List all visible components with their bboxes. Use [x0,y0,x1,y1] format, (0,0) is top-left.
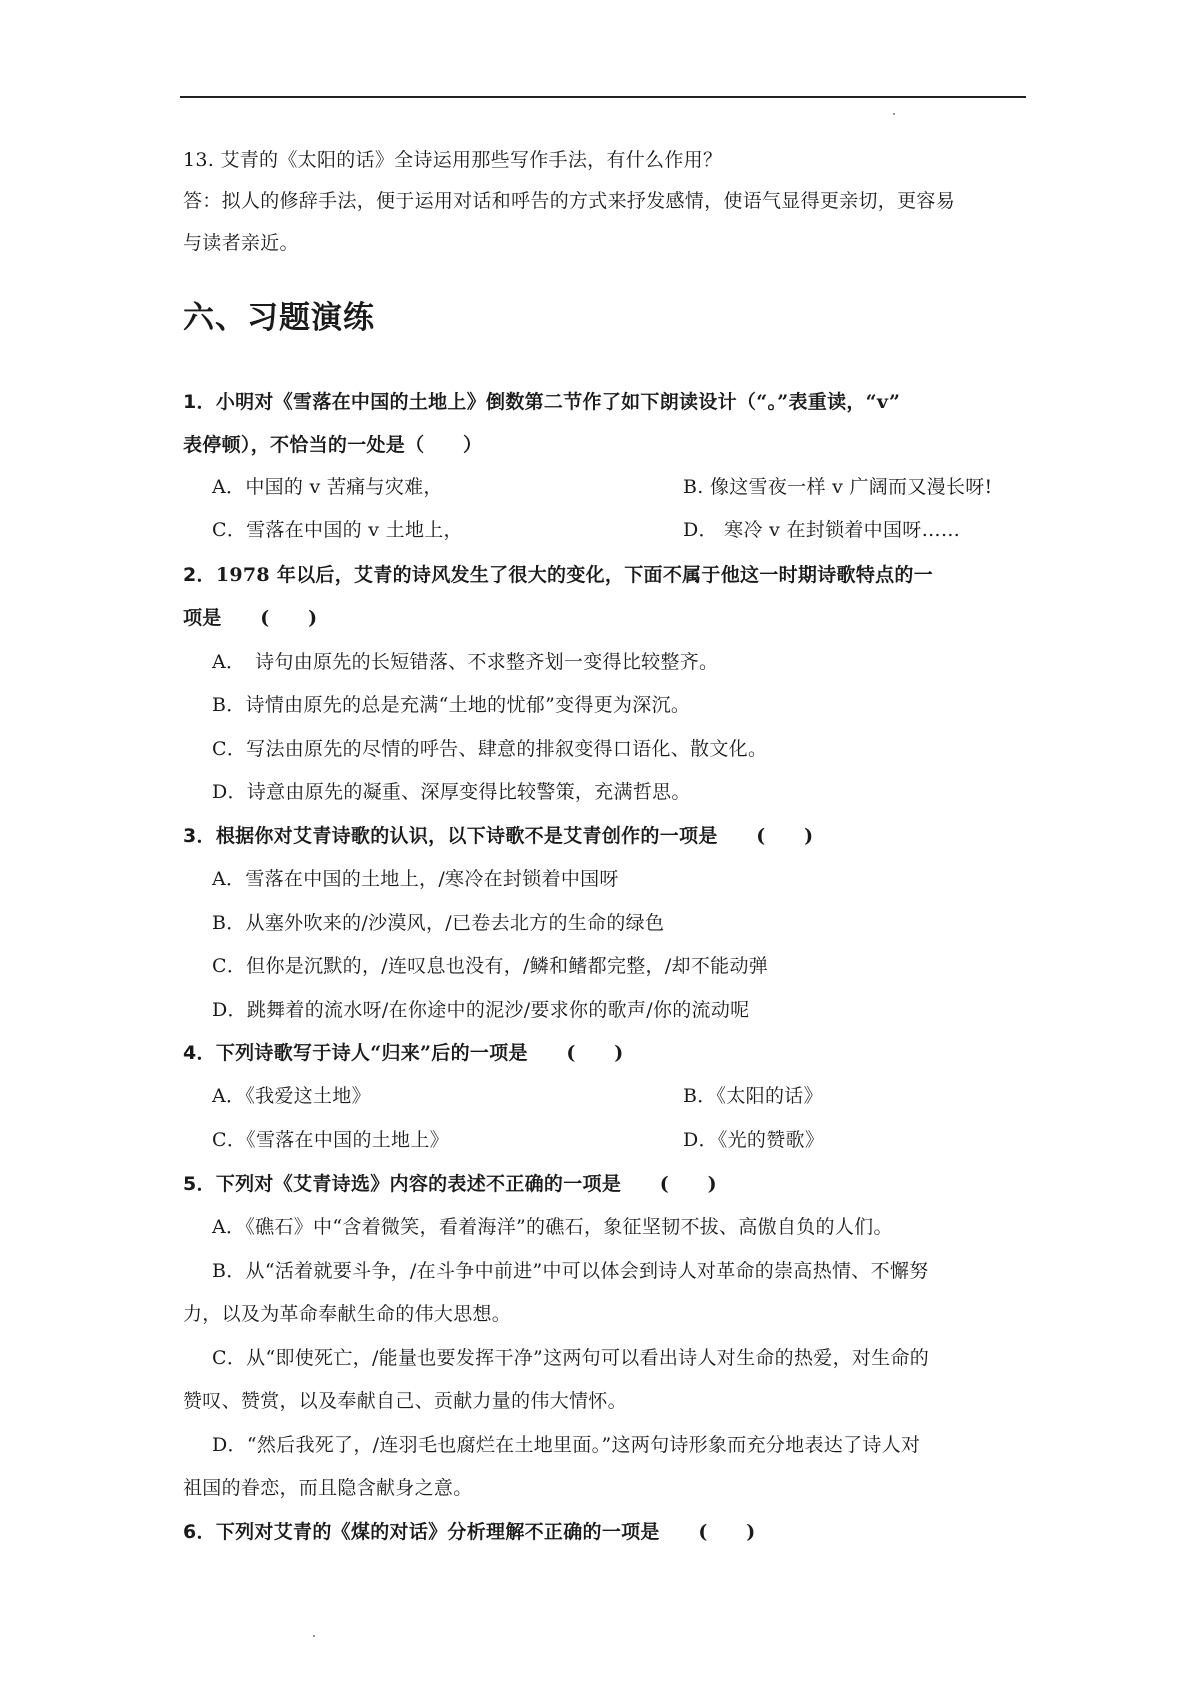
question-3-option-c: C．但你是沉默的，/连叹息也没有，/鳞和鳍都完整，/却不能动弹 [212,955,769,977]
question-1-stem-text: 小明对《雪落在中国的土地上》倒数第二节作了如下朗读设计（“。”表重读，“v” [215,391,901,413]
question-5-option-a: A．《礁石》中“含着微笑，看着海洋”的礁石，象征坚韧不拔、高傲自负的人们。 [212,1216,893,1238]
section-heading: 六、习题演练 [183,300,375,336]
header-dot [893,113,895,115]
question-2-option-d: D．诗意由原先的凝重、深厚变得比较警策，充满哲思。 [212,781,691,803]
question-2-number: 2． [183,564,216,586]
question-5-stem-text: 下列对《艾青诗选》内容的表述不正确的一项是 ( ) [215,1173,717,1195]
question-3-stem-text: 根据你对艾青诗歌的认识，以下诗歌不是艾青创作的一项是 ( ) [215,825,814,847]
question-2-option-a: A． 诗句由原先的长短错落、不求整齐划一变得比较整齐。 [212,651,719,673]
question-5-option-c-line2: 赞叹、赞赏，以及奉献自己、贡献力量的伟大情怀。 [183,1390,627,1412]
question-5-option-d-line2: 祖国的眷恋，而且隐含献身之意。 [183,1477,473,1499]
question-1-option-a: A．中国的 v 苦痛与灾难， [212,476,443,498]
question-5-option-b-line2: 力，以及为革命奉献生命的伟大思想。 [183,1303,512,1325]
question-1-option-c: C．雪落在中国的 v 土地上， [212,519,463,541]
question-5-option-c-line1: C．从“即使死亡，/能量也要发挥干净”这两句可以看出诗人对生命的热爱，对生命的 [212,1347,930,1369]
question-2-option-b: B．诗情由原先的总是充满“土地的忧郁”变得更为深沉。 [212,694,691,716]
q13-answer-line2: 与读者亲近。 [183,232,299,254]
question-4-stem [183,1041,624,1065]
question-2-stem-text: 1978 年以后，艾青的诗风发生了很大的变化，下面不属于他这一时期诗歌特点的一 [215,564,934,586]
footer-dot [313,1635,315,1637]
question-5-option-d-line1: D．“然后我死了，/连羽毛也腐烂在土地里面。”这两句诗形象而充分地表达了诗人对 [212,1434,921,1456]
question-3-option-a: A．雪落在中国的土地上，/寒冷在封锁着中国呀 [212,868,619,890]
question-1-option-d: D． 寒冷 v 在封锁着中国呀…… [683,519,961,541]
question-3-stem [183,824,813,848]
question-4-option-a: A．《我爱这土地》 [212,1085,371,1107]
question-5-option-b-line1: B．从“活着就要斗争，/在斗争中前进”中可以体会到诗人对革命的崇高热情、不懈努 [212,1260,929,1282]
question-4-option-c: C．《雪落在中国的土地上》 [212,1129,449,1151]
question-6-stem [183,1520,756,1544]
question-2-option-c: C．写法由原先的尽情的呼告、肆意的排叙变得口语化、散文化。 [212,738,768,760]
q13-question: 13. 艾青的《太阳的话》全诗运用那些写作手法，有什么作用？ [183,149,723,171]
question-1-stem-line1 [183,390,900,414]
question-3-number: 3． [183,825,216,847]
question-5-stem [183,1172,717,1196]
question-1-option-b: B. 像这雪夜一样 v 广阔而又漫长呀! [683,476,993,498]
question-4-stem-text: 下列诗歌写于诗人“归来”后的一项是 ( ) [215,1042,624,1064]
question-6-stem-text: 下列对艾青的《煤的对话》分析理解不正确的一项是 ( ) [215,1521,756,1543]
question-3-option-d: D．跳舞着的流水呀/在你途中的泥沙/要求你的歌声/你的流动呢 [212,999,750,1021]
question-5-number: 5． [183,1173,216,1195]
question-4-number: 4． [183,1042,216,1064]
question-2-stem-line2: 项是 ( ) [183,607,318,629]
question-4-option-b: B．《太阳的话》 [683,1085,823,1107]
question-4-option-d: D．《光的赞歌》 [683,1129,825,1151]
header-rule [180,96,1026,98]
question-2-stem-line1 [183,563,933,587]
question-1-stem-line2: 表停顿），不恰当的一处是（ ） [183,434,483,456]
question-1-number: 1． [183,391,216,413]
question-3-option-b: B．从塞外吹来的/沙漠风，/已卷去北方的生命的绿色 [212,912,665,934]
q13-answer-line1: 答：拟人的修辞手法，便于运用对话和呼告的方式来抒发感情，使语气显得更亲切，更容易 [183,190,956,212]
question-6-number: 6． [183,1521,216,1543]
